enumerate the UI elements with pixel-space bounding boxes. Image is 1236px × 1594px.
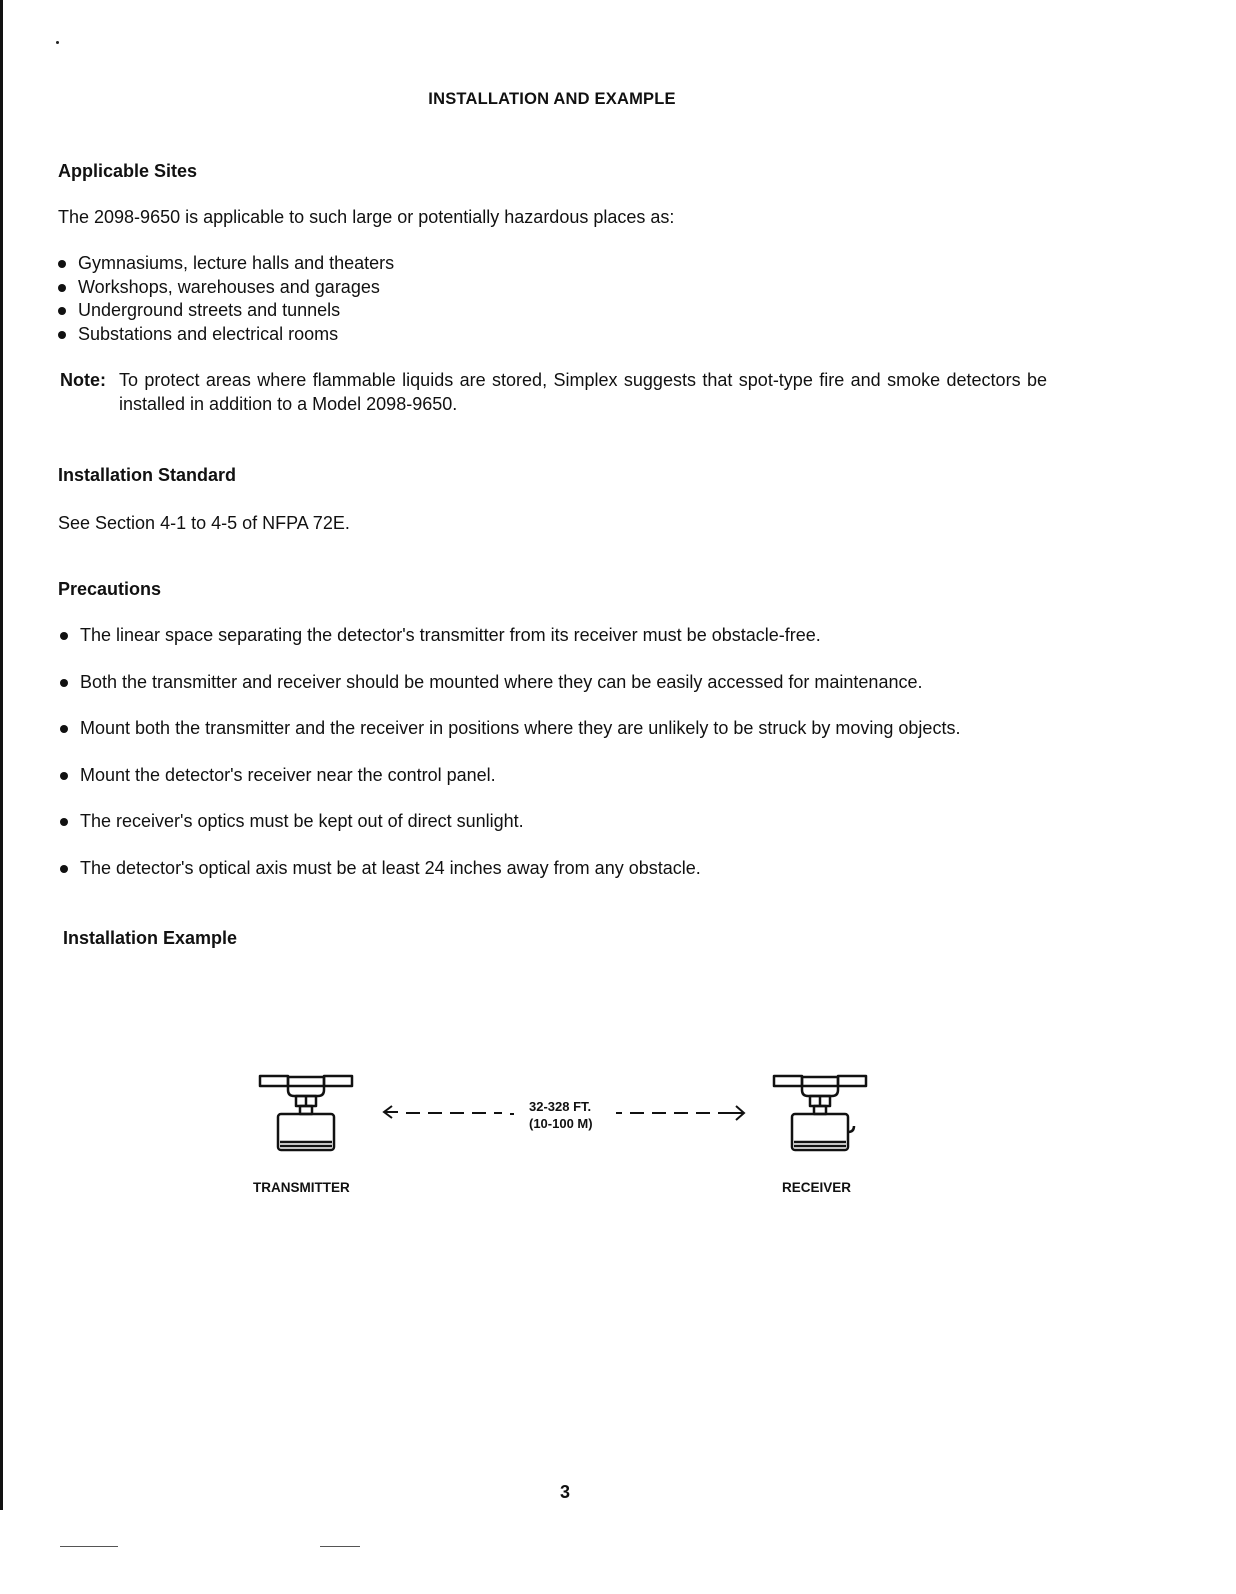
scan-speck (56, 41, 59, 44)
list-item: Workshops, warehouses and garages (56, 276, 394, 300)
page-edge-scan-line (0, 0, 3, 1510)
list-item: Both the transmitter and receiver should be mounted where they can be easily accessed for maintenance. (58, 671, 960, 718)
installation-standard-text: See Section 4-1 to 4-5 of NFPA 72E. (58, 513, 350, 533)
applicable-sites-heading: Applicable Sites (58, 161, 198, 181)
distance-arrow-right (610, 1102, 750, 1122)
distance-label (529, 1098, 593, 1132)
installation-example-heading: Installation Example (63, 928, 238, 948)
installation-standard-heading: Installation Standard (58, 465, 237, 485)
list-item: Underground streets and tunnels (56, 299, 394, 323)
precautions-list (58, 624, 960, 904)
footer-rule (320, 1546, 360, 1547)
applicable-sites-list (56, 252, 394, 346)
applicable-sites-intro: The 2098-9650 is applicable to such large or potentially hazardous places as: (58, 207, 675, 227)
footer-rule (60, 1546, 118, 1547)
receiver-icon (770, 1072, 874, 1172)
page-title: INSTALLATION AND EXAMPLE (428, 90, 676, 108)
distance-feet: 32-328 FT. (529, 1099, 592, 1114)
list-item: The linear space separating the detector's transmitter from its receiver must be obstacle-free. (58, 624, 960, 671)
distance-meters: (10-100 M) (529, 1116, 593, 1131)
distance-arrow-left (380, 1102, 520, 1122)
precautions-heading: Precautions (58, 579, 162, 599)
list-item: Gymnasiums, lecture halls and theaters (56, 252, 394, 276)
list-item: The detector's optical axis must be at least 24 inches away from any obstacle. (58, 857, 960, 904)
note-text: To protect areas where flammable liquids are stored, Simplex suggests that spot-type fire and smoke detectors be installed in addition to a Model 2098-9650. (119, 370, 1047, 414)
transmitter-label: TRANSMITTER (253, 1180, 350, 1195)
receiver-label: RECEIVER (782, 1180, 852, 1195)
list-item: Mount both the transmitter and the receiver in positions where they are unlikely to be struck by moving objects. (58, 717, 960, 764)
page-number: 3 (559, 1482, 570, 1502)
transmitter-icon (256, 1072, 360, 1172)
list-item: Mount the detector's receiver near the control panel. (58, 764, 960, 811)
list-item: The receiver's optics must be kept out of direct sunlight. (58, 810, 960, 857)
note-label: Note: (60, 370, 106, 390)
list-item: Substations and electrical rooms (56, 323, 394, 347)
